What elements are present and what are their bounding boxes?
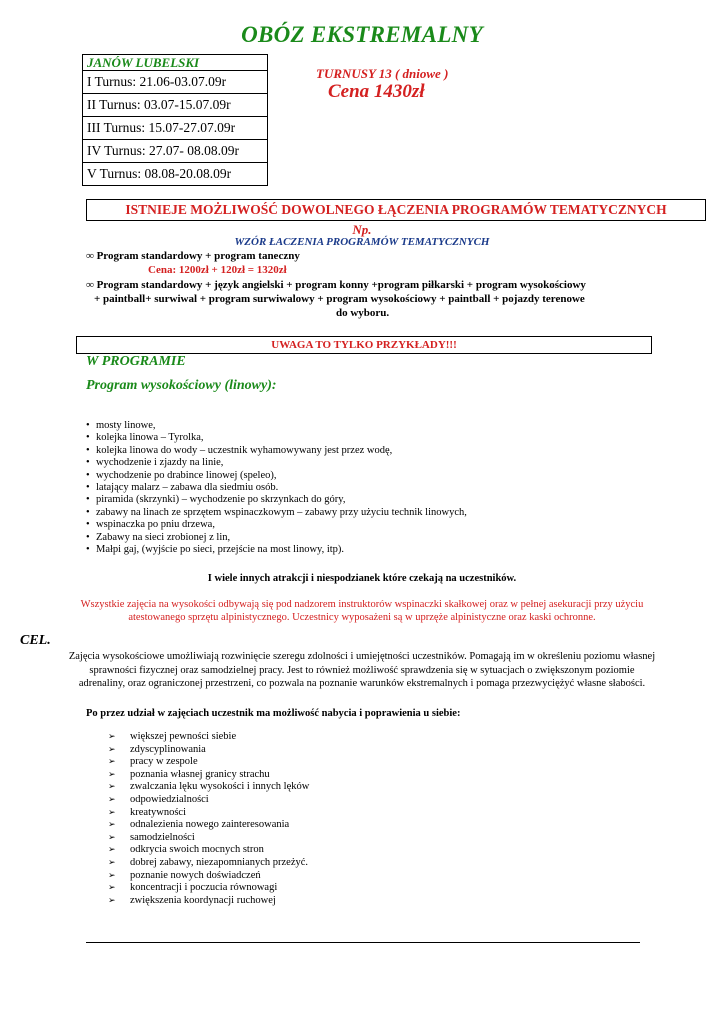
goal-line: sprawności fizycznej oraz samodzielnej pracy. Jest to również możliwość sprawdzenia się w sytuacjach o zwiększonym poziomie [89, 664, 635, 676]
safety-notice-line: Wszystkie zajęcia na wysokości odbywają się pod nadzorem instruktorów wspinaczki skałkowej oraz w pełnej asekuracji przy użyciu [80, 599, 644, 610]
goal-heading: CEL. [20, 633, 51, 648]
combination-template-heading: WZÓR ŁACZENIA PROGRAMÓW TEMATYCZNYCH [234, 236, 490, 248]
benefits-intro: Po przez udział w zajęciach uczestnik ma możliwość nabycia i poprawienia u siebie: [86, 708, 461, 719]
turnus-row: III Turnus: 15.07-27.07.09r [83, 116, 267, 139]
more-attractions-note: I wiele innych atrakcji i niespodzianek które czekają na uczestników. [207, 573, 517, 584]
list-item: ➢ koncentracji i poczucia równowagi [108, 882, 309, 895]
list-item: ➢ zdyscyplinowania [108, 744, 309, 757]
list-item: • kolejka linowa do wody – uczestnik wyhamowywany jest przez wodę, [86, 445, 467, 457]
list-item: ➢ kreatywności [108, 807, 309, 820]
goal-description [20, 650, 704, 691]
list-item: • wychodzenie i zjazdy na linie, [86, 457, 467, 469]
option-two-line-3: do wyboru. [336, 307, 390, 319]
list-item: • piramida (skrzynki) – wychodzenie po skrzynkach do góry, [86, 494, 467, 506]
option-two-line-2: + paintball+ surwiwal + program surwiwalowy + program wysokościowy + paintball + pojazdy terenowe [94, 293, 585, 305]
list-item: • kolejka linowa – Tyrolka, [86, 432, 467, 444]
price: Cena 1430zł [328, 81, 425, 102]
turnus-row: I Turnus: 21.06-03.07.09r [83, 70, 267, 93]
turnusy-info: TURNUSY 13 ( dniowe ) [316, 66, 449, 81]
list-item: ➢ odpowiedzialności [108, 794, 309, 807]
program-combination-banner: ISTNIEJE MOŻLIWOŚĆ DOWOLNEGO ŁĄCZENIA PROGRAMÓW TEMATYCZNYCH [86, 199, 706, 221]
list-item: • wychodzenie po drabince linowej (speleo), [86, 470, 467, 482]
list-item: ➢ zwalczania lęku wysokości i innych lęków [108, 781, 309, 794]
turnus-schedule-box [82, 54, 268, 186]
page-title: OBÓZ EKSTREMALNY [241, 22, 483, 47]
list-item: • Małpi gaj, (wyjście po sieci, przejście na most linowy, itp). [86, 544, 467, 556]
list-item: ➢ zwiększenia koordynacji ruchowej [108, 895, 309, 908]
option-one-price: Cena: 1200zł + 120zł = 1320zł [148, 264, 287, 276]
benefits-list [108, 731, 309, 907]
turnus-row: V Turnus: 08.08-20.08.09r [83, 162, 267, 185]
location-heading: JANÓW LUBELSKI [87, 55, 200, 70]
rope-program-heading: Program wysokościowy (linowy): [86, 378, 277, 393]
example-label: Np. [352, 222, 372, 237]
safety-notice-line: atestowanego sprzętu alpinistycznego. Uczestnicy wyposażeni są w uprzęże alpinistyczne oraz kaski ochronne. [128, 612, 596, 623]
list-item: ➢ poznania własnej granicy strachu [108, 769, 309, 782]
examples-notice: UWAGA TO TYLKO PRZYKŁADY!!! [76, 336, 652, 354]
list-item: ➢ poznanie nowych doświadczeń [108, 870, 309, 883]
list-item: • wspinaczka po pniu drzewa, [86, 519, 467, 531]
turnus-row: IV Turnus: 27.07- 08.08.09r [83, 139, 267, 162]
goal-line: Zajęcia wysokościowe umożliwiają rozwinięcie szeregu zdolności i umiejętności uczestników. Pomagają im w określeniu poziomu własnej [68, 651, 656, 662]
list-item: • zabawy na linach ze sprzętem wspinaczkowym – zabawy przy użyciu technik linowych, [86, 507, 467, 519]
list-item: ➢ samodzielności [108, 832, 309, 845]
list-item: ➢ odkrycia swoich mocnych stron [108, 844, 309, 857]
rope-activities-list [86, 420, 467, 556]
option-two-line-1: ∞ Program standardowy + język angielski + program konny +program piłkarski + program wysokościowy [86, 279, 586, 291]
list-item: ➢ pracy w zespole [108, 756, 309, 769]
option-one: ∞ Program standardowy + program taneczny [86, 250, 300, 262]
list-item: • latający malarz – zabawa dla siedmiu osób. [86, 482, 467, 494]
footer-divider [86, 942, 640, 943]
list-item: • Zabawy na sieci zrobionej z lin, [86, 532, 467, 544]
list-item: • mosty linowe, [86, 420, 467, 432]
safety-notice [30, 598, 694, 624]
list-item: ➢ odnalezienia nowego zainteresowania [108, 819, 309, 832]
list-item: ➢ większej pewności siebie [108, 731, 309, 744]
list-item: ➢ dobrej zabawy, niezapomnianych przeżyć. [108, 857, 309, 870]
goal-line: adrenaliny, oraz ograniczonej przestrzeni, co pozwala na poznanie warunków ekstremalnych i pomaga przezwyciężyć własne słabości. [78, 678, 646, 689]
in-program-heading: W PROGRAMIE [86, 354, 186, 369]
turnus-row: II Turnus: 03.07-15.07.09r [83, 93, 267, 116]
